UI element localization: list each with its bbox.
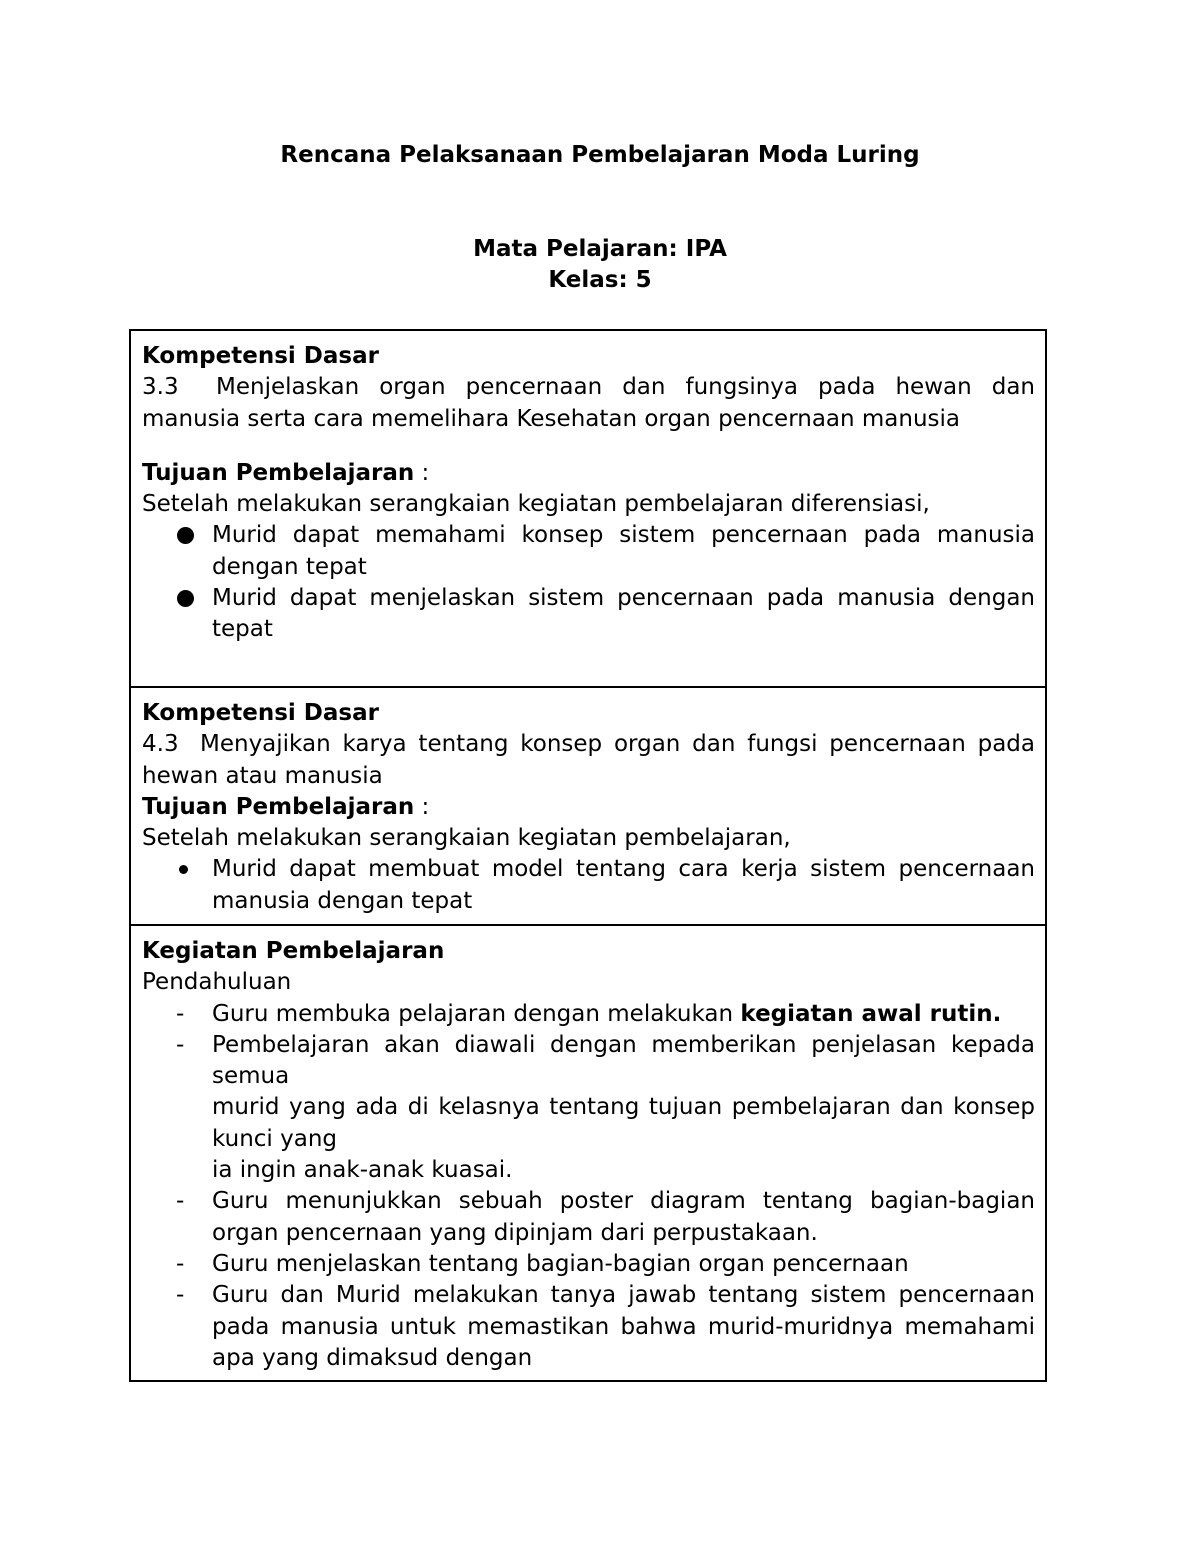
bullet-icon <box>177 527 194 544</box>
tujuan-list <box>142 520 1035 645</box>
list-item: Murid dapat memahami konsep sistem pencernaan pada manusia dengan tepat <box>212 520 1035 583</box>
list-item: - Guru dan Murid melakukan tanya jawab tentang sistem pencernaan pada manusia untuk memastikan bahwa murid-muridnya memahami apa yang dimaksud dengan <box>176 1282 1035 1371</box>
list-item: - Guru menunjukkan sebuah poster diagram tentang bagian-bagian organ pencernaan yang dipinjam dari perpustakaan. <box>176 1188 1035 1246</box>
dash-marker: - <box>176 1000 185 1027</box>
kd-heading: Kompetensi Dasar <box>142 343 379 369</box>
dash-marker: - <box>176 1250 185 1277</box>
tujuan-intro: Setelah melakukan serangkaian kegiatan pembelajaran, <box>142 825 791 852</box>
kd-3-3-box <box>129 329 1047 688</box>
tujuan-colon: : <box>414 459 430 486</box>
kd-heading: Kompetensi Dasar <box>142 700 379 726</box>
subject-info <box>0 234 1200 296</box>
kd-number: 3.3 <box>142 374 179 401</box>
bullet-icon <box>177 590 194 607</box>
list-item: - Guru menjelaskan tentang bagian-bagian organ pencernaan <box>212 1249 1035 1280</box>
tujuan-heading: Tujuan Pembelajaran <box>142 793 415 820</box>
class-line: Kelas: 5 <box>548 267 652 293</box>
kegiatan-list <box>142 999 1035 1375</box>
bullet-icon <box>179 865 188 874</box>
kd-text-line2: manusia serta cara memelihara Kesehatan organ pencernaan manusia <box>142 405 961 432</box>
list-item: - Guru membuka pelajaran dengan melakukan kegiatan awal rutin. <box>212 999 1035 1030</box>
list-item: - Pembelajaran akan diawali dengan memberikan penjelasan kepada semua murid yang ada di kelasnya tentang tujuan pembelajaran dan konsep kunci yang ia ingin anak-anak kuasai. <box>176 1031 1035 1184</box>
kd-text-line1: Menjelaskan organ pencernaan dan fungsinya pada hewan dan <box>216 374 1035 401</box>
tujuan-heading: Tujuan Pembelajaran <box>142 459 415 486</box>
page-title: Rencana Pelaksanaan Pembelajaran Moda Luring <box>280 142 920 168</box>
subject-line: Mata Pelajaran: IPA <box>473 236 727 262</box>
dash-marker: - <box>176 1282 185 1309</box>
kd-statement <box>142 729 1035 792</box>
tujuan-heading-line <box>142 458 1035 489</box>
tujuan-colon: : <box>414 793 430 820</box>
tujuan-intro: Setelah melakukan serangkaian kegiatan pembelajaran diferensiasi, <box>142 491 930 518</box>
kegiatan-box <box>129 924 1047 1382</box>
list-item: Murid dapat membuat model tentang cara kerja sistem pencernaan manusia dengan tepat <box>212 854 1035 917</box>
bold-phrase: kegiatan awal rutin. <box>740 1000 1002 1027</box>
dash-marker: - <box>176 1188 185 1215</box>
list-item: Murid dapat menjelaskan sistem pencernaan pada manusia dengan tepat <box>212 583 1035 646</box>
kd-text: Menyajikan karya tentang konsep organ dan fungsi pencernaan pada hewan atau manusia <box>142 731 1035 789</box>
kd-statement <box>142 372 1035 403</box>
kegiatan-heading: Kegiatan Pembelajaran <box>142 938 445 964</box>
dash-marker: - <box>176 1031 185 1058</box>
kd-number: 4.3 <box>142 731 179 758</box>
tujuan-list <box>142 854 1035 917</box>
tujuan-heading-line <box>142 792 1035 823</box>
kd-4-3-box <box>129 686 1047 926</box>
pendahuluan-heading: Pendahuluan <box>142 969 292 996</box>
